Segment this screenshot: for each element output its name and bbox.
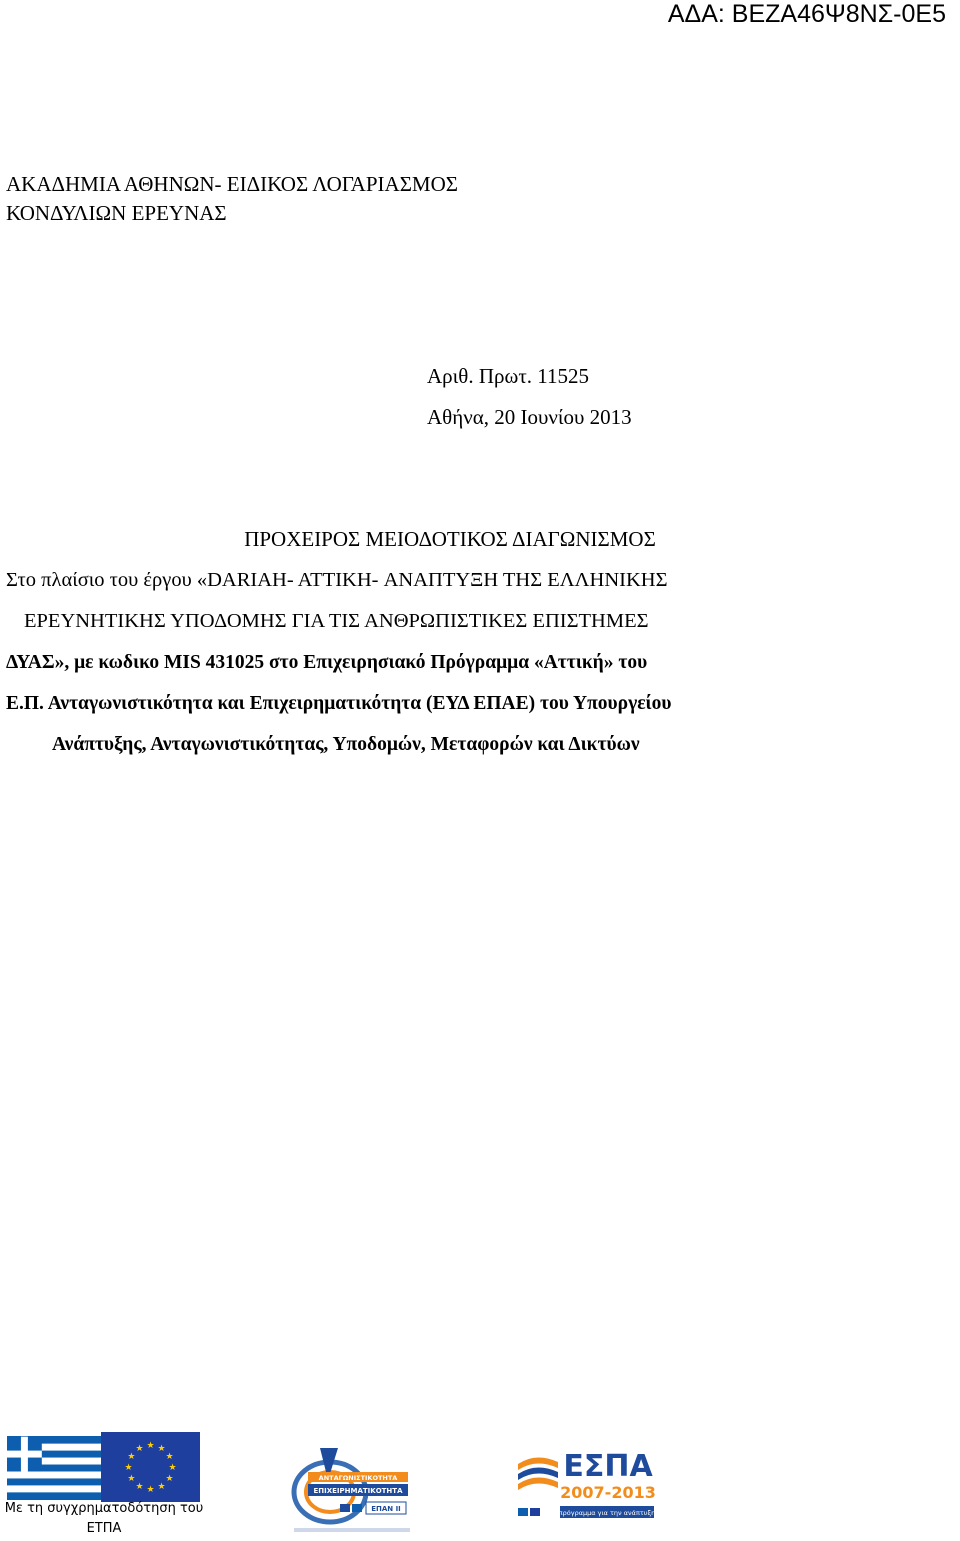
protocol-number: Αριθ. Πρωτ. 11525 [427,364,589,388]
eu-star-icon: ★ [146,1441,155,1451]
espa-logo [516,1446,656,1532]
cofunding-caption [0,1499,208,1539]
body-line-5: Ανάπτυξης, Ανταγωνιστικότητας, Υποδομών, Μεταφορών και Δικτύων [52,734,640,755]
eu-star-icon: ★ [135,1443,144,1454]
body-line-1: Στο πλαίσιο του έργου «DARIAH- ATTIKH- ΑΝΑΠΤΥΞΗ ΤΗΣ ΕΛΛΗΝΙΚΗΣ [6,569,668,591]
eu-star-icon: ★ [127,1474,136,1484]
svg-text:ΕΠΙΧΕΙΡΗΜΑΤΙΚΟΤΗΤΑ: ΕΠΙΧΕΙΡΗΜΑΤΙΚΟΤΗΤΑ [313,1487,403,1495]
eu-star-icon: ★ [124,1463,133,1473]
organization-line-1: ΑΚΑΔΗΜΙΑ ΑΘΗΝΩΝ- ΕΙΔΙΚΟΣ ΛΟΓΑΡΙΑΣΜΟΣ [6,172,458,196]
svg-text:ΑΝΤΑΓΩΝΙΣΤΙΚΟΤΗΤΑ: ΑΝΤΑΓΩΝΙΣΤΙΚΟΤΗΤΑ [318,1474,398,1482]
cofunding-line-1: Με τη συγχρηματοδότηση του [4,1501,204,1516]
body-line-2: ΕΡΕΥΝΗΤΙΚΗΣ ΥΠΟΔΟΜΗΣ ΓΙΑ ΤΙΣ ΑΝΘΡΩΠΙΣΤΙΚΕΣ ΕΠΙΣΤΗΜΕΣ [24,610,649,632]
eu-flag-icon [101,1432,200,1502]
organization-line-2: ΚΟΝΔΥΛΙΩΝ ΕΡΕΥΝΑΣ [6,201,227,225]
espa-years: 2007-2013 [560,1483,656,1502]
competitiveness-logo [290,1444,414,1536]
body-line-4: Ε.Π. Ανταγωνιστικότητα και Επιχειρηματικότητα (ΕΥΔ ΕΠΑΕ) του Υπουργείου [6,693,672,714]
page-title: ΠΡΟΧΕΙΡΟΣ ΜΕΙΟΔΟΤΙΚΟΣ ΔΙΑΓΩΝΙΣΜΟΣ [244,527,656,551]
epan-label: ΕΠΑΝ ΙΙ [371,1505,401,1513]
eu-star-icon: ★ [157,1443,166,1454]
eu-star-icon: ★ [146,1485,155,1495]
cofunding-line-2: ΕΤΠΑ [86,1521,122,1536]
footer-logos [0,1432,960,1536]
document-date: Αθήνα, 20 Ιουνίου 2013 [427,405,632,429]
eu-star-icon: ★ [165,1474,174,1484]
eu-star-icon: ★ [165,1452,174,1462]
greek-flag-icon [7,1436,101,1500]
eu-star-icon: ★ [127,1452,136,1462]
eu-star-icon: ★ [168,1463,177,1473]
body-line-3: ΔΥΑΣ», με κωδικο MIS 431025 στο Επιχειρησιακό Πρόγραμμα «Αττική» του [6,652,648,673]
eu-star-icon: ★ [135,1482,144,1493]
ada-code: ΑΔΑ: ΒΕΖΑ46Ψ8ΝΣ-0Ε5 [667,0,946,28]
espa-wordmark: ΕΣΠΑ [563,1449,653,1484]
espa-slogan: πρόγραμμα για την ανάπτυξη [558,1509,656,1517]
eu-star-icon: ★ [157,1482,166,1493]
